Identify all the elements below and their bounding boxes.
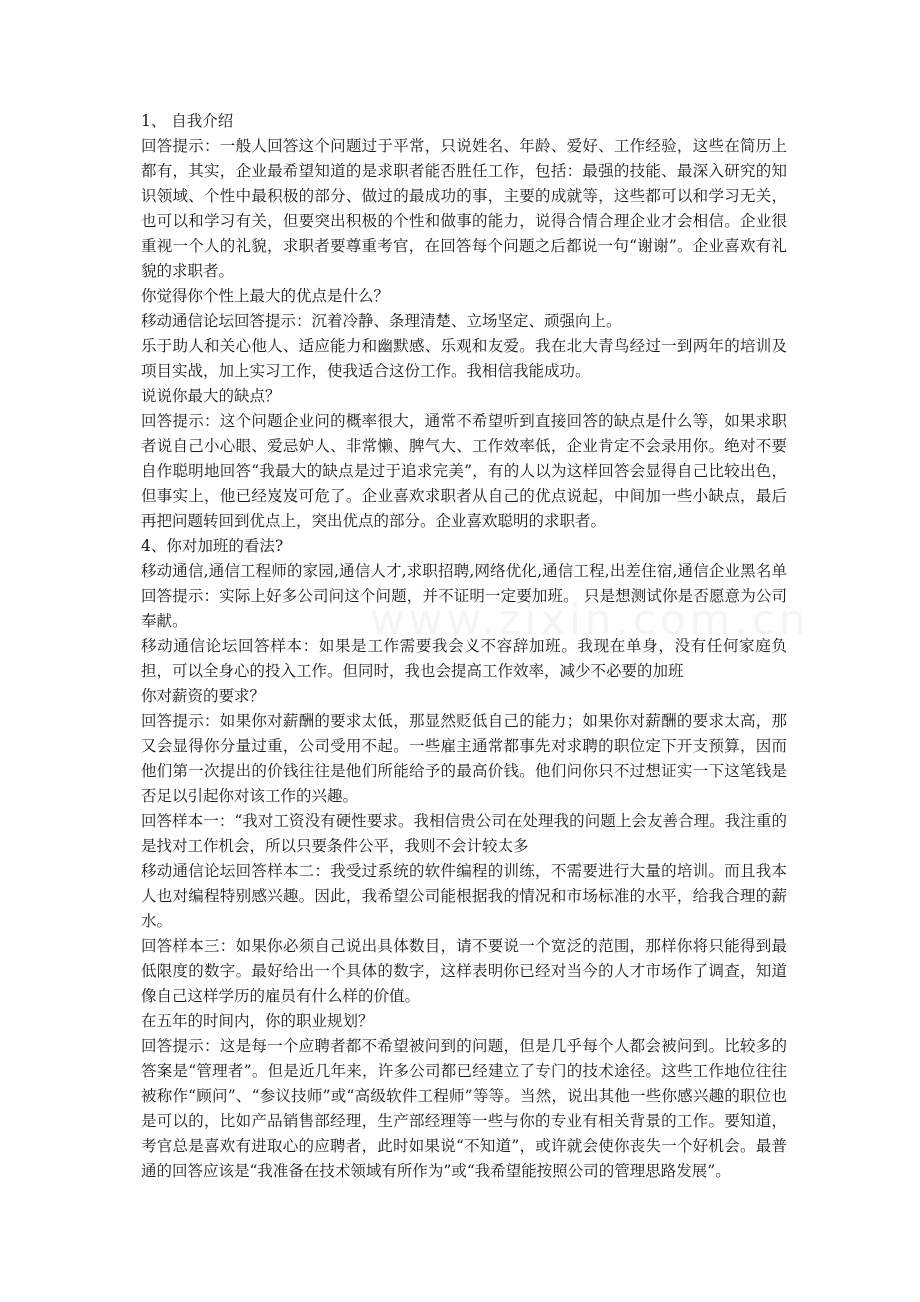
question-weakness: 说说你最大的缺点？ bbox=[141, 387, 281, 405]
answer-sample-salary-2: 移动通信论坛回答样本二：我受过系统的软件编程的训练，不需要进行大量的培训。而且我本人也对编程特别感兴趣。因此，我希望公司能根据我的情况和市场标准的水平，给我合理的薪水。 bbox=[141, 862, 787, 930]
answer-tip-overtime: 移动通信,通信工程师的家园,通信人才,求职招聘,网络优化,通信工程,出差住宿,通信企业黑名单回答提示：实际上好多公司问这个问题，并不证明一定要加班。 只是想测试你是否愿意为公司奉献。 bbox=[141, 562, 787, 630]
answer-strengths-detail: 乐于助人和关心他人、适应能力和幽默感、乐观和友爱。我在北大青鸟经过一到两年的培训及项目实战，加上实习工作，使我适合这份工作。我相信我能成功。 bbox=[141, 337, 787, 380]
question-strengths: 你觉得你个性上最大的优点是什么？ bbox=[141, 287, 390, 305]
question-salary: 你对薪资的要求？ bbox=[141, 687, 266, 705]
answer-tip-salary: 回答提示：如果你对薪酬的要求太低，那显然贬低自己的能力；如果你对薪酬的要求太高，那又会显得你分量过重，公司受用不起。一些雇主通常都事先对求聘的职位定下开支预算，因而他们第一次提出的价钱往往是他们所能给予的最高价钱。他们问你只不过想证实一下这笔钱是否足以引起你对该工作的兴趣。 bbox=[141, 712, 787, 805]
answer-tip-self-intro: 回答提示：一般人回答这个问题过于平常，只说姓名、年龄、爱好、工作经验，这些在简历上都有，其实，企业最希望知道的是求职者能否胜任工作，包括：最强的技能、最深入研究的知识领域、个性中最积极的部分、做过的最成功的事，主要的成就等，这些都可以和学习无关，也可以和学习有关，但要突出积极的个性和做事的能力，说得合情合理企业才会相信。企业很重视一个人的礼貌，求职者要尊重考官，在回答每个问题之后都说一句“谢谢”。企业喜欢有礼貌的求职者。 bbox=[141, 137, 787, 280]
question-career-plan: 在五年的时间内，你的职业规划？ bbox=[141, 1012, 374, 1030]
section-heading-self-intro: 1、 自我介绍 bbox=[141, 112, 234, 130]
answer-sample-salary-1: 回答样本一：“我对工资没有硬性要求。我相信贵公司在处理我的问题上会友善合理。我注重的是找对工作机会，所以只要条件公平，我则不会计较太多 bbox=[141, 812, 787, 855]
answer-tip-weakness: 回答提示：这个问题企业问的概率很大，通常不希望听到直接回答的缺点是什么等，如果求职者说自己小心眼、爱忌妒人、非常懒、脾气大、工作效率低，企业肯定不会录用你。绝对不要自作聪明地回答“我最大的缺点是过于追求完美”，有的人以为这样回答会显得自己比较出色，但事实上，他已经岌岌可危了。企业喜欢求职者从自己的优点说起，中间加一些小缺点，最后再把问题转回到优点上，突出优点的部分。企业喜欢聪明的求职者。 bbox=[141, 412, 787, 530]
answer-tip-career-plan: 回答提示：这是每一个应聘者都不希望被问到的问题，但是几乎每个人都会被问到。比较多的答案是“管理者”。但是近几年来，许多公司都已经建立了专门的技术途径。这些工作地位往往被称作“顾问”、“参议技师”或“高级软件工程师”等等。当然，说出其他一些你感兴趣的职位也是可以的，比如产品销售部经理，生产部经理等一些与你的专业有相关背景的工作。要知道，考官总是喜欢有进取心的应聘者，此时如果说“不知道”，或许就会使你丧失一个好机会。最普通的回答应该是“我准备在技术领域有所作为”或“我希望能按照公司的管理思路发展”。 bbox=[141, 1037, 787, 1180]
document-body bbox=[141, 109, 787, 1184]
section-heading-overtime: 4、你对加班的看法? bbox=[141, 537, 284, 555]
answer-sample-overtime: 移动通信论坛回答样本：如果是工作需要我会义不容辞加班。我现在单身，没有任何家庭负担，可以全身心的投入工作。但同时，我也会提高工作效率，减少不必要的加班 bbox=[141, 637, 787, 680]
answer-sample-salary-3: 回答样本三：如果你必须自己说出具体数目，请不要说一个宽泛的范围，那样你将只能得到最低限度的数字。最好给出一个具体的数字，这样表明你已经对当今的人才市场作了调查，知道像自己这样学历的雇员有什么样的价值。 bbox=[141, 937, 787, 1005]
answer-tip-strengths: 移动通信论坛回答提示：沉着冷静、条理清楚、立场坚定、顽强向上。 bbox=[141, 312, 622, 330]
